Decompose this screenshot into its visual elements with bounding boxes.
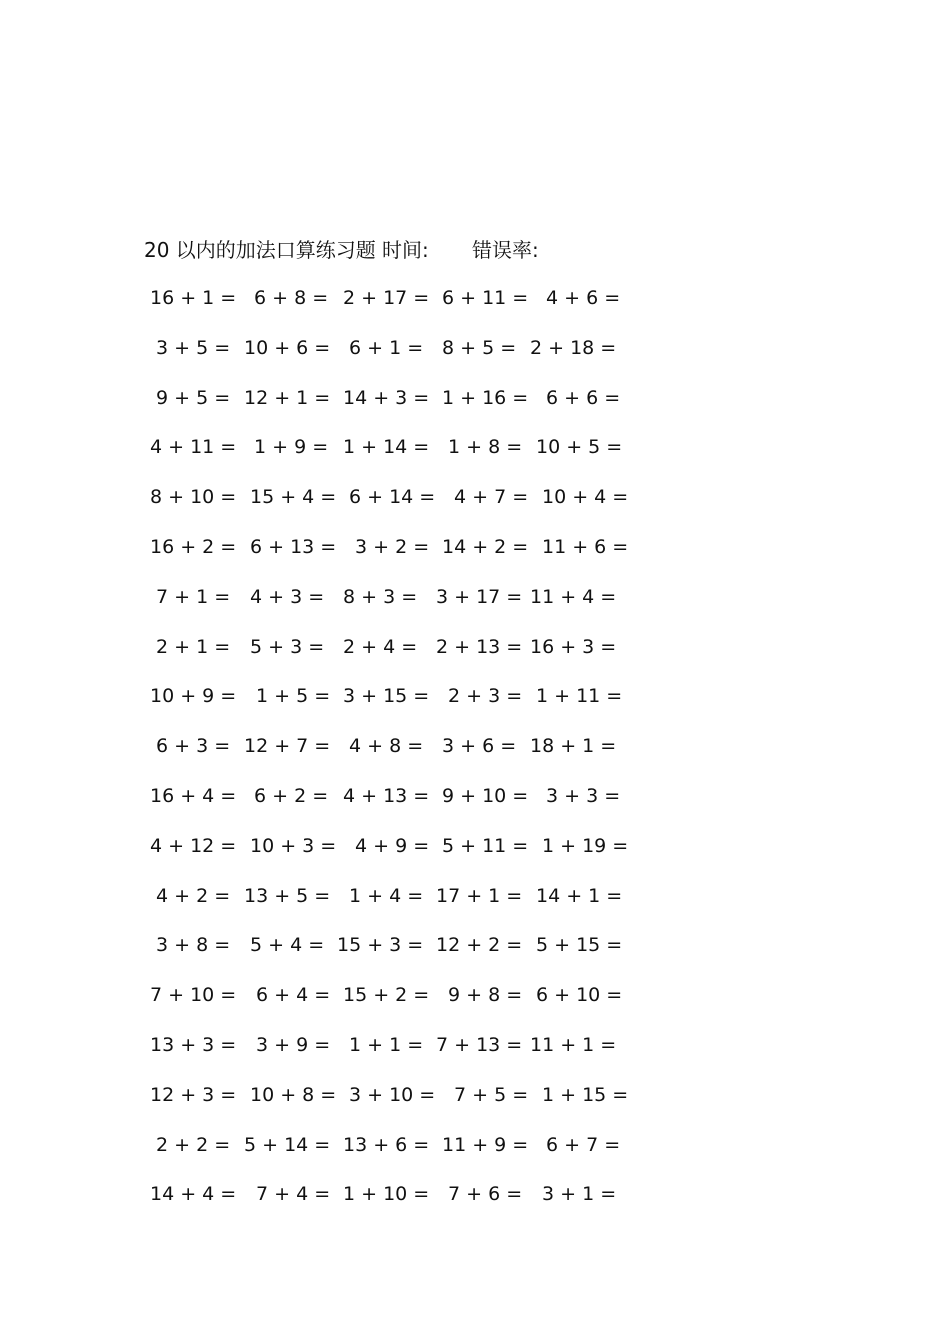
problem-cell: 7 + 4 =	[256, 1183, 331, 1206]
time-label: 时间:	[382, 238, 429, 262]
problem-cell: 1 + 9 =	[254, 436, 329, 459]
problem-cell: 1 + 8 =	[448, 436, 523, 459]
error-rate-label: 错误率:	[472, 238, 539, 262]
problem-cell: 6 + 2 =	[254, 784, 329, 807]
problem-row	[0, 680, 950, 730]
problem-cell: 2 + 18 =	[530, 336, 617, 359]
problem-cell: 2 + 13 =	[436, 635, 523, 658]
problem-cell: 1 + 5 =	[256, 685, 331, 708]
problem-cell: 10 + 6 =	[244, 336, 331, 359]
problem-cell: 11 + 1 =	[530, 1033, 617, 1056]
problem-cell: 14 + 2 =	[442, 535, 529, 558]
problem-cell: 11 + 4 =	[530, 585, 617, 608]
problem-cell: 15 + 4 =	[250, 486, 337, 509]
problem-cell: 4 + 13 =	[343, 784, 430, 807]
problem-row	[0, 830, 950, 880]
problem-cell: 1 + 1 =	[349, 1033, 424, 1056]
problem-row	[0, 1129, 950, 1179]
problem-cell: 5 + 4 =	[250, 934, 325, 957]
problem-cell: 4 + 3 =	[250, 585, 325, 608]
problem-row	[0, 780, 950, 830]
problem-cell: 12 + 3 =	[150, 1083, 237, 1106]
problem-cell: 5 + 15 =	[536, 934, 623, 957]
problem-cell: 16 + 4 =	[150, 784, 237, 807]
problem-cell: 9 + 5 =	[156, 386, 231, 409]
problem-cell: 7 + 6 =	[448, 1183, 523, 1206]
problem-cell: 6 + 13 =	[250, 535, 337, 558]
problem-cell: 3 + 10 =	[349, 1083, 436, 1106]
problem-cell: 11 + 9 =	[442, 1133, 529, 1156]
problem-cell: 1 + 16 =	[442, 386, 529, 409]
problem-cell: 10 + 8 =	[250, 1083, 337, 1106]
problem-cell: 1 + 10 =	[343, 1183, 430, 1206]
problem-cell: 12 + 1 =	[244, 386, 331, 409]
problem-row	[0, 1079, 950, 1129]
problem-cell: 4 + 7 =	[454, 486, 529, 509]
problem-cell: 10 + 3 =	[250, 834, 337, 857]
problem-cell: 3 + 15 =	[343, 685, 430, 708]
problem-cell: 5 + 3 =	[250, 635, 325, 658]
problem-cell: 3 + 9 =	[256, 1033, 331, 1056]
problem-row	[0, 531, 950, 581]
problem-cell: 6 + 7 =	[546, 1133, 621, 1156]
problem-cell: 1 + 19 =	[542, 834, 629, 857]
problem-cell: 16 + 2 =	[150, 535, 237, 558]
problem-cell: 13 + 6 =	[343, 1133, 430, 1156]
problem-cell: 6 + 6 =	[546, 386, 621, 409]
problem-row	[0, 431, 950, 481]
problem-cell: 3 + 17 =	[436, 585, 523, 608]
problem-row	[0, 1029, 950, 1079]
problem-cell: 13 + 3 =	[150, 1033, 237, 1056]
problem-cell: 7 + 5 =	[454, 1083, 529, 1106]
problem-cell: 10 + 9 =	[150, 685, 237, 708]
problem-cell: 4 + 2 =	[156, 884, 231, 907]
problem-cell: 7 + 13 =	[436, 1033, 523, 1056]
problem-row	[0, 282, 950, 332]
problem-cell: 6 + 1 =	[349, 336, 424, 359]
problem-cell: 9 + 8 =	[448, 984, 523, 1007]
problem-cell: 7 + 10 =	[150, 984, 237, 1007]
problem-cell: 14 + 4 =	[150, 1183, 237, 1206]
problem-row	[0, 631, 950, 681]
problem-cell: 8 + 5 =	[442, 336, 517, 359]
problem-cell: 2 + 3 =	[448, 685, 523, 708]
problem-cell: 4 + 6 =	[546, 287, 621, 309]
problem-cell: 1 + 14 =	[343, 436, 430, 459]
problem-cell: 1 + 4 =	[349, 884, 424, 907]
problem-cell: 4 + 8 =	[349, 735, 424, 758]
problem-cell: 3 + 8 =	[156, 934, 231, 957]
problem-cell: 5 + 11 =	[442, 834, 529, 857]
problem-cell: 2 + 17 =	[343, 287, 430, 309]
problem-cell: 8 + 10 =	[150, 486, 237, 509]
problem-row	[0, 332, 950, 382]
problem-cell: 2 + 1 =	[156, 635, 231, 658]
problem-cell: 6 + 14 =	[349, 486, 436, 509]
problem-cell: 4 + 11 =	[150, 436, 237, 459]
problem-cell: 12 + 7 =	[244, 735, 331, 758]
problem-row	[0, 880, 950, 930]
problem-cell: 6 + 11 =	[442, 287, 529, 309]
problem-cell: 5 + 14 =	[244, 1133, 331, 1156]
problem-cell: 6 + 10 =	[536, 984, 623, 1007]
problem-cell: 1 + 11 =	[536, 685, 623, 708]
problem-cell: 2 + 2 =	[156, 1133, 231, 1156]
problem-cell: 6 + 3 =	[156, 735, 231, 758]
problem-row	[0, 1178, 950, 1228]
problem-cell: 8 + 3 =	[343, 585, 418, 608]
problem-cell: 11 + 6 =	[542, 535, 629, 558]
problem-cell: 2 + 4 =	[343, 635, 418, 658]
problem-cell: 16 + 1 =	[150, 287, 237, 309]
problem-cell: 4 + 12 =	[150, 834, 237, 857]
problem-cell: 12 + 2 =	[436, 934, 523, 957]
problem-cell: 3 + 6 =	[442, 735, 517, 758]
problem-cell: 1 + 15 =	[542, 1083, 629, 1106]
problem-row	[0, 382, 950, 432]
problem-row	[0, 979, 950, 1029]
problem-cell: 6 + 4 =	[256, 984, 331, 1007]
problem-cell: 14 + 3 =	[343, 386, 430, 409]
worksheet-title: 20 以内的加法口算练习题	[144, 238, 376, 262]
problem-cell: 15 + 3 =	[337, 934, 424, 957]
problem-cell: 3 + 1 =	[542, 1183, 617, 1206]
problem-row	[0, 730, 950, 780]
problem-cell: 7 + 1 =	[156, 585, 231, 608]
problem-cell: 13 + 5 =	[244, 884, 331, 907]
problem-cell: 6 + 8 =	[254, 287, 329, 309]
problem-cell: 4 + 9 =	[355, 834, 430, 857]
problem-cell: 3 + 5 =	[156, 336, 231, 359]
problem-row	[0, 581, 950, 631]
problem-cell: 9 + 10 =	[442, 784, 529, 807]
problem-cell: 15 + 2 =	[343, 984, 430, 1007]
problem-cell: 16 + 3 =	[530, 635, 617, 658]
problem-row	[0, 481, 950, 531]
problem-cell: 17 + 1 =	[436, 884, 523, 907]
problem-cell: 3 + 3 =	[546, 784, 621, 807]
problem-grid	[0, 282, 950, 1228]
problem-cell: 3 + 2 =	[355, 535, 430, 558]
problem-cell: 14 + 1 =	[536, 884, 623, 907]
problem-row	[0, 929, 950, 979]
problem-cell: 18 + 1 =	[530, 735, 617, 758]
problem-cell: 10 + 4 =	[542, 486, 629, 509]
problem-cell: 10 + 5 =	[536, 436, 623, 459]
